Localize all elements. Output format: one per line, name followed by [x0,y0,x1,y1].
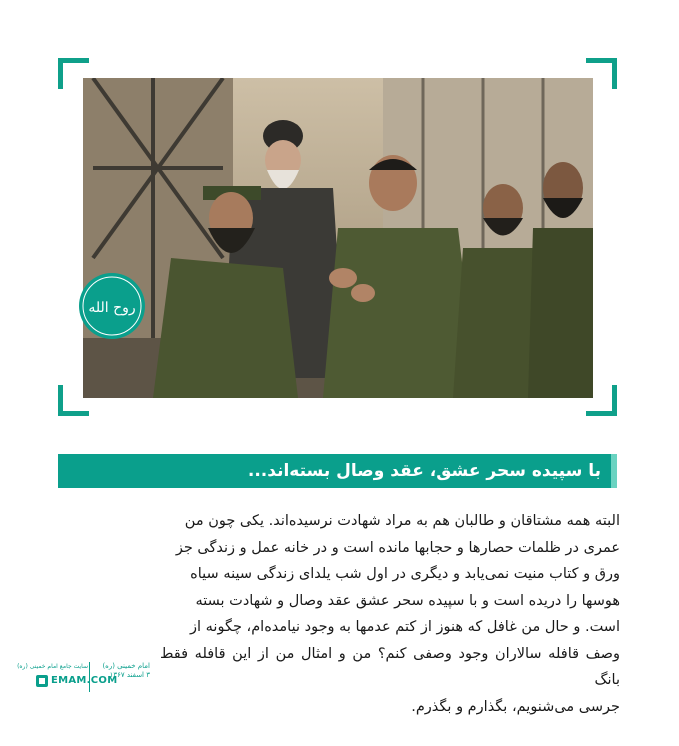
historic-photo [83,78,593,398]
quote-body [160,508,620,720]
ruhollah-emblem [76,270,148,342]
quote-line: ورق و کتاب منیت نمی‌یابد و دیگری در اول شب یلدای زندگی سینه سیاه [190,566,620,582]
emblem-calligraphy: روح الله [88,300,136,316]
quote-line: وصف قافله سالاران وجود وصفی کنم؟ من و امثال من از این قافله فقط بانگ [160,645,620,688]
site-caption: سایت جامع امام خمینی (ره) [17,663,88,670]
quote-line: جرسی می‌شنویم، بگذارم و بگذرم. [411,698,620,715]
headline-accent [611,454,617,488]
site-name: EMAM.COM [51,675,118,686]
quote-line: عمری در ظلمات حصارها و حجابها مانده است و در خانه عمل و زندگی جز [175,539,620,556]
photo-frame [58,58,617,416]
headline: با سپیده سحر عشق، عقد وصال بسته‌اند... [247,461,601,481]
quote-line: است. و حال من غافل که هنوز از کتم عدمها به وجود نیامده‌ام، چگونه از [190,619,620,635]
emam-logo-icon [35,674,49,688]
quote-line: هوسها را دریده است و با سپیده سحر عشق عقد وصال و شهادت بسته [195,592,620,609]
credit-source: امام خمینی (ره) [102,662,150,670]
quote-line: البته همه مشتاقان و طالبان هم به مراد شهادت نرسیده‌اند. یکی چون من [184,513,620,529]
source-credit [17,662,150,702]
headline-bar [58,454,617,488]
credit-date: ۳ اسفند ۱۳۶۷ [109,671,150,679]
